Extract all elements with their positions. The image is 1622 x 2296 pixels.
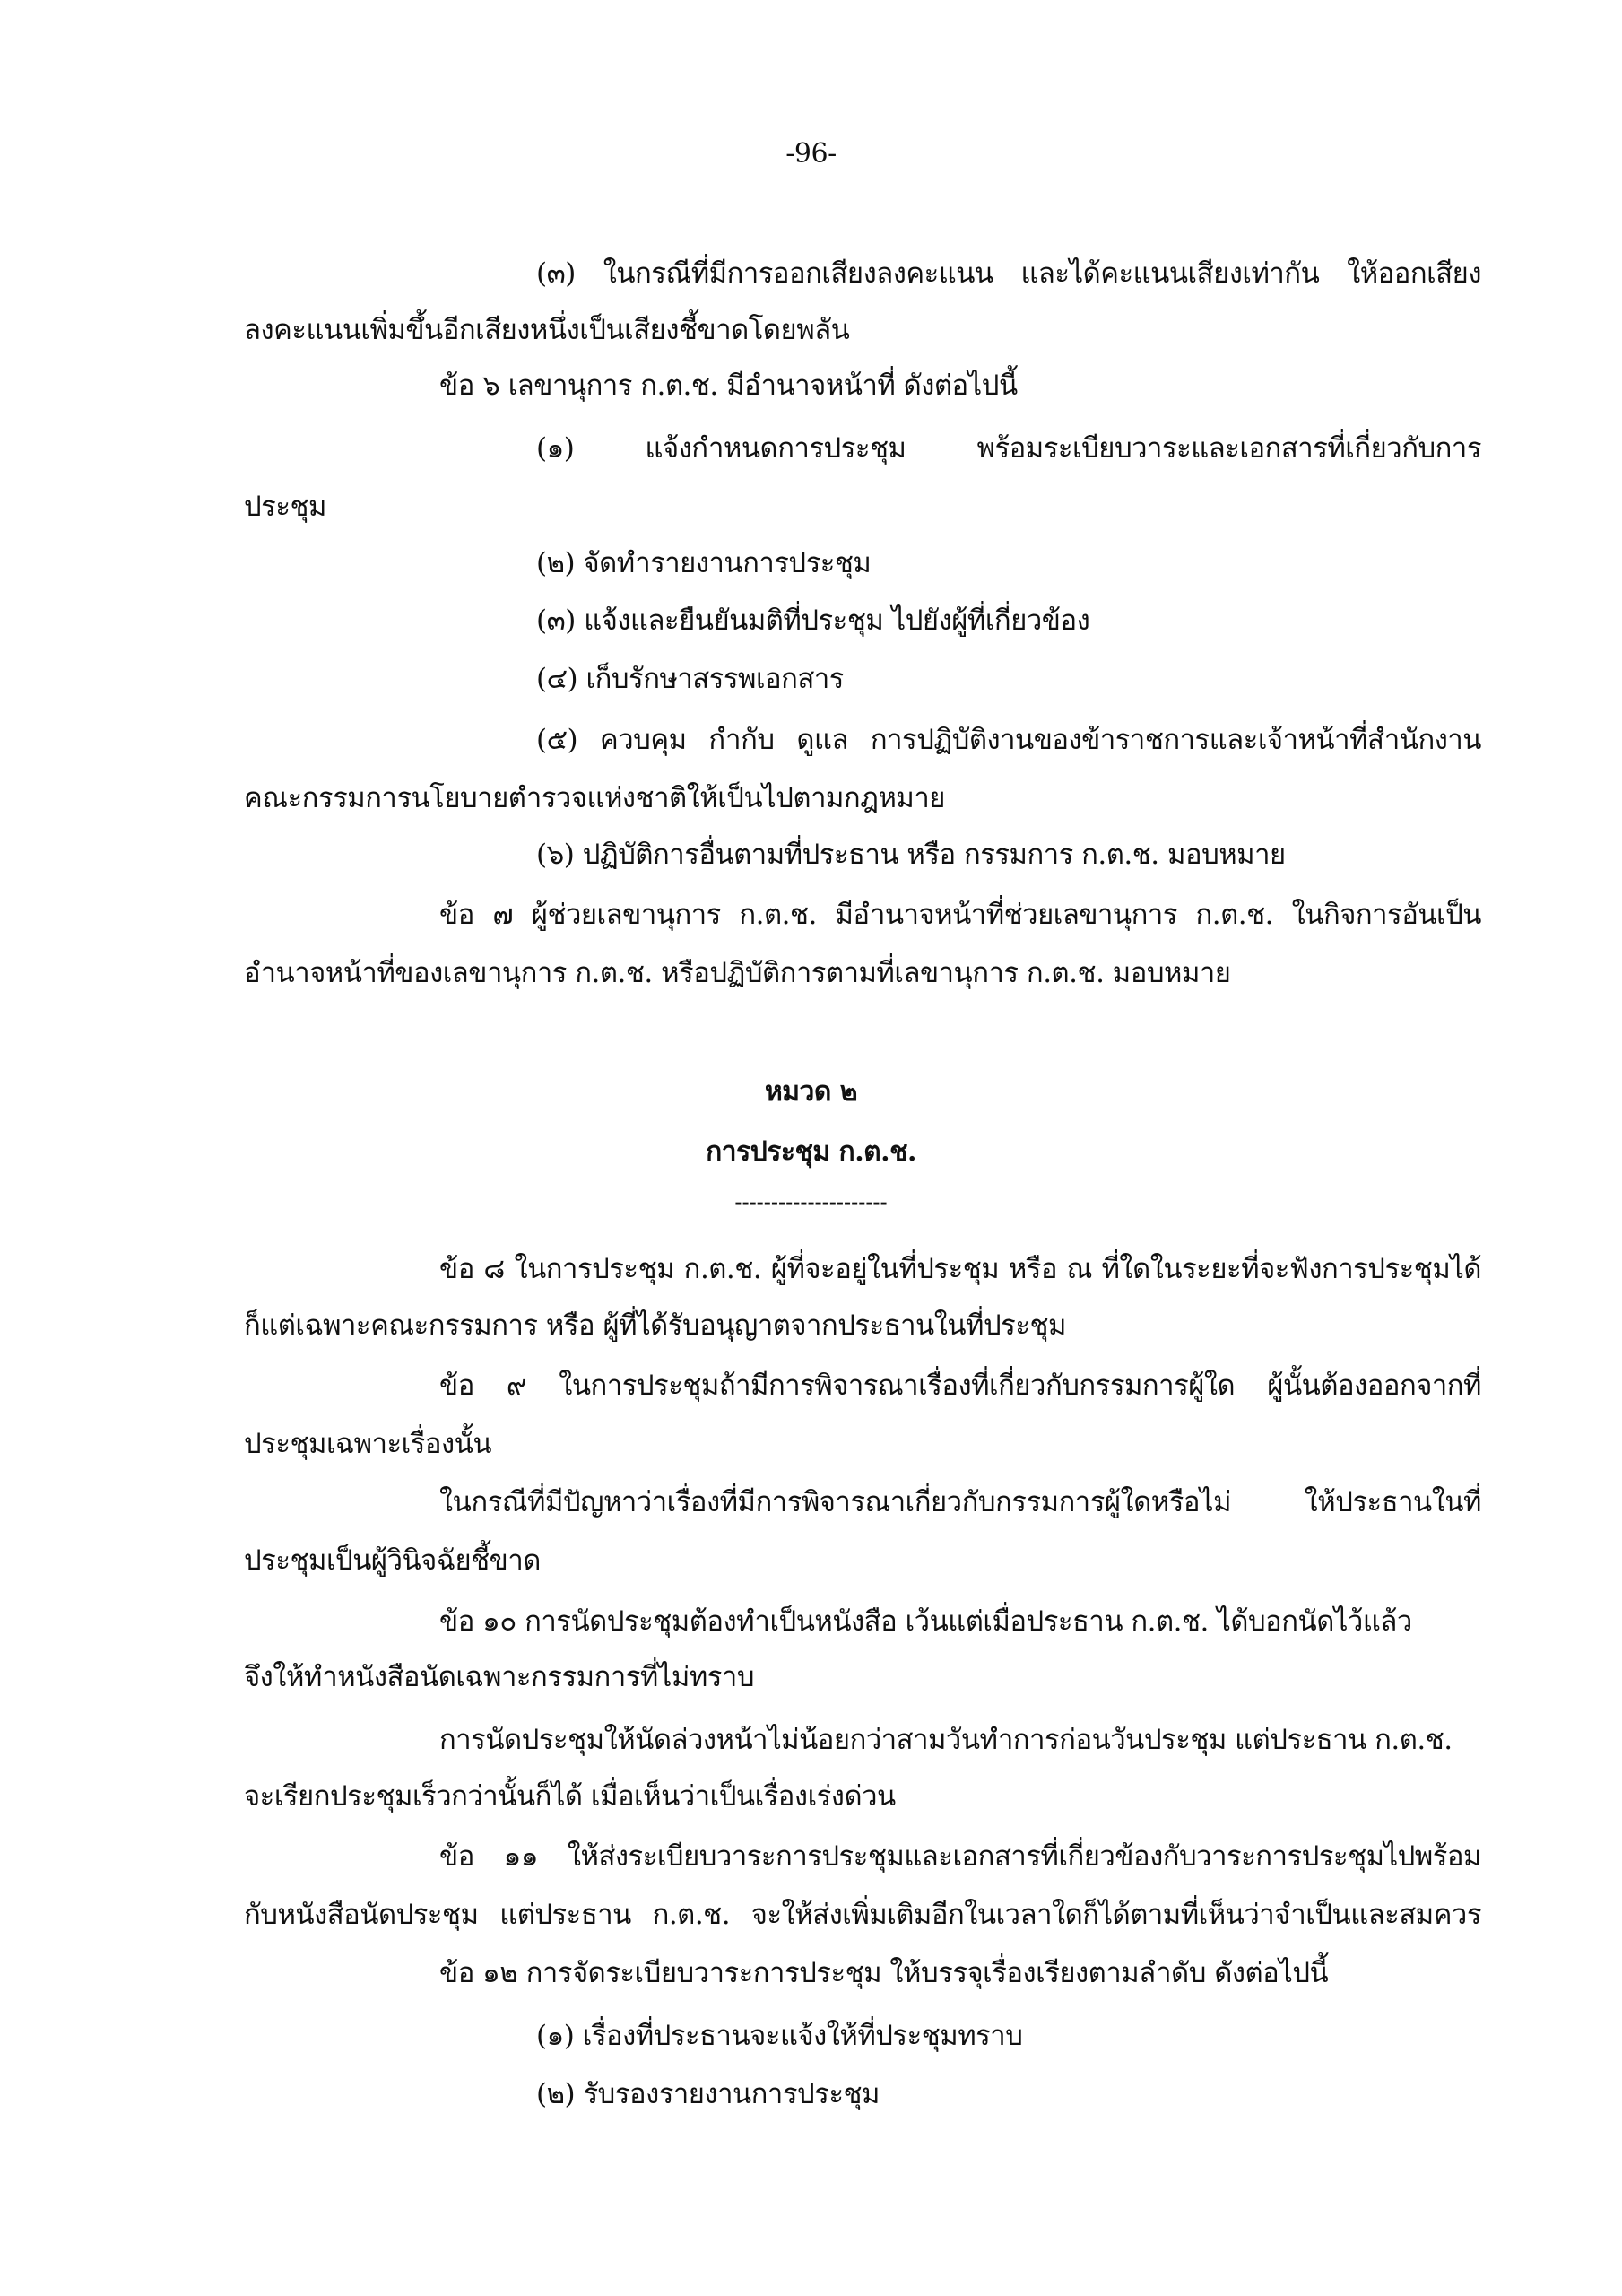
article6-item5-line1: (๕) ควบคุม กำกับ ดูแล การปฏิบัติงานของข้าราชการและเจ้าหน้าที่สำนักงาน [536, 724, 1481, 756]
article10-line2: จึงให้ทำหนังสือนัดเฉพาะกรรมการที่ไม่ทราบ [244, 1661, 755, 1693]
article9-para2-line2: ประชุมเป็นผู้วินิจฉัยชี้ขาด [244, 1544, 541, 1577]
article6-item6: (๖) ปฏิบัติการอื่นตามที่ประธาน หรือ กรรมการ ก.ต.ช. มอบหมาย [536, 839, 1286, 871]
article10-line1: ข้อ ๑๐ การนัดประชุมต้องทำเป็นหนังสือ เว้นแต่เมื่อประธาน ก.ต.ช. ได้บอกนัดไว้แล้ว [439, 1605, 1412, 1638]
article9-line1: ข้อ ๙ ในการประชุมถ้ามีการพิจารณาเรื่องที่เกี่ยวกับกรรมการผู้ใด ผู้นั้นต้องออกจากที่ [439, 1370, 1481, 1402]
article9-para2-line1: ในกรณีที่มีปัญหาว่าเรื่องที่มีการพิจารณาเกี่ยวกับกรรมการผู้ใดหรือไม่ ให้ประธานในที่ [439, 1486, 1481, 1518]
article6-heading: ข้อ ๖ เลขานุการ ก.ต.ช. มีอำนาจหน้าที่ ดังต่อไปนี้ [439, 370, 1018, 402]
article11-line2: กับหนังสือนัดประชุม แต่ประธาน ก.ต.ช. จะให้ส่งเพิ่มเติมอีกในเวลาใดก็ได้ตามที่เห็นว่าจำเป็นและสมควร [244, 1899, 1481, 1931]
article9-line2: ประชุมเฉพาะเรื่องนั้น [244, 1428, 492, 1460]
article8-line2: ก็แต่เฉพาะคณะกรรมการ หรือ ผู้ที่ได้รับอนุญาตจากประธานในที่ประชุม [244, 1309, 1066, 1342]
article7-line2: อำนาจหน้าที่ของเลขานุการ ก.ต.ช. หรือปฏิบัติการตามที่เลขานุการ ก.ต.ช. มอบหมาย [244, 957, 1231, 989]
article12-item1: (๑) เรื่องที่ประธานจะแจ้งให้ที่ประชุมทราบ [536, 2020, 1023, 2052]
article10-para2-line1: การนัดประชุมให้นัดล่วงหน้าไม่น้อยกว่าสามวันทำการก่อนวันประชุม แต่ประธาน ก.ต.ช. [439, 1724, 1453, 1756]
article10-para2-line2: จะเรียกประชุมเร็วกว่านั้นก็ได้ เมื่อเห็นว่าเป็นเรื่องเร่งด่วน [244, 1780, 896, 1813]
article12-heading: ข้อ ๑๒ การจัดระเบียบวาระการประชุม ให้บรรจุเรื่องเรียงตามลำดับ ดังต่อไปนี้ [439, 1957, 1329, 1989]
article8-line1: ข้อ ๘ ในการประชุม ก.ต.ช. ผู้ที่จะอยู่ในที่ประชุม หรือ ณ ที่ใดในระยะที่จะฟังการประชุมได้ [439, 1253, 1481, 1285]
article6-item3: (๓) แจ้งและยืนยันมติที่ประชุม ไปยังผู้ที่เกี่ยวข้อง [536, 604, 1090, 637]
article6-item2: (๒) จัดทำรายงานการประชุม [536, 547, 872, 579]
chapter-subtitle: การประชุม ก.ต.ช. [706, 1136, 916, 1168]
article6-item4: (๔) เก็บรักษาสรรพเอกสาร [536, 663, 844, 695]
article6-item5-line2: คณะกรรมการนโยบายตำรวจแห่งชาติให้เป็นไปตามกฎหมาย [244, 782, 945, 814]
article11-line1: ข้อ ๑๑ ให้ส่งระเบียบวาระการประชุมและเอกสารที่เกี่ยวข้องกับวาระการประชุมไปพร้อม [439, 1840, 1481, 1873]
intro-item3-line2: ลงคะแนนเพิ่มขึ้นอีกเสียงหนึ่งเป็นเสียงชี้ขาดโดยพลัน [244, 314, 850, 346]
article6-item1-line2: ประชุม [244, 491, 326, 523]
intro-item3-line1: (๓) ในกรณีที่มีการออกเสียงลงคะแนน และได้คะแนนเสียงเท่ากัน ให้ออกเสียง [536, 257, 1481, 290]
page-number: -96- [785, 138, 837, 170]
article12-item2: (๒) รับรองรายงานการประชุม [536, 2078, 880, 2110]
article7-line1: ข้อ ๗ ผู้ช่วยเลขานุการ ก.ต.ช. มีอำนาจหน้าที่ช่วยเลขานุการ ก.ต.ช. ในกิจการอันเป็น [439, 899, 1481, 931]
chapter-separator: --------------------- [734, 1189, 888, 1214]
chapter-title: หมวด ๒ [764, 1076, 858, 1108]
article6-item1-line1: (๑) แจ้งกำหนดการประชุม พร้อมระเบียบวาระและเอกสารที่เกี่ยวกับการ [536, 432, 1481, 465]
